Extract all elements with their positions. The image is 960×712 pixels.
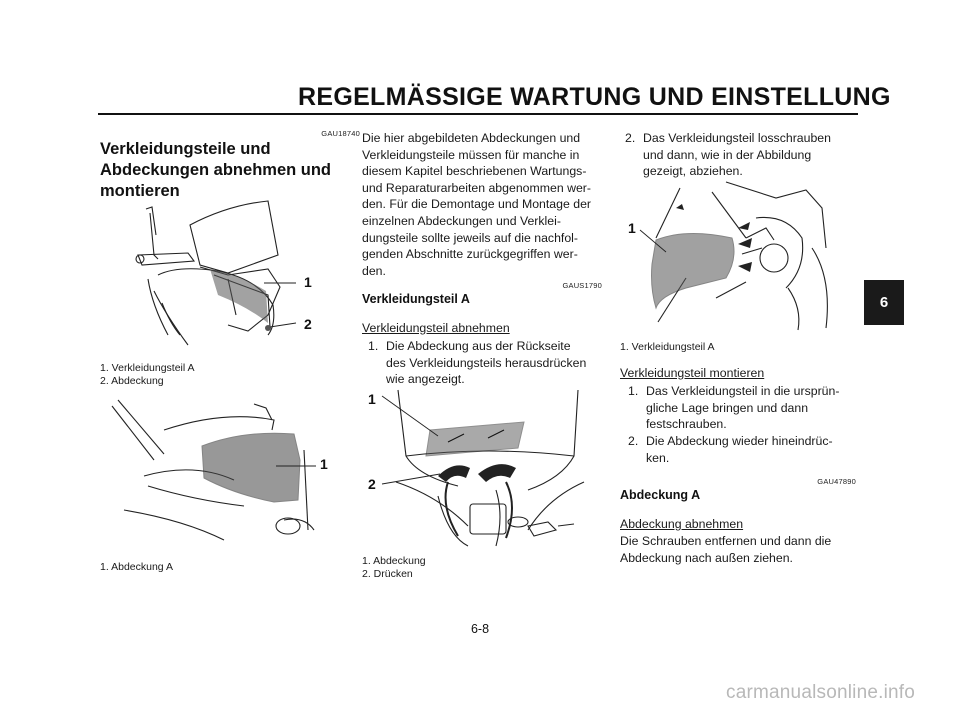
callout-2: 2 (304, 316, 312, 332)
header-rule (98, 113, 858, 115)
step-text (643, 130, 855, 180)
heading-line: montieren (100, 182, 180, 200)
text-line: Die Abdeckung aus der Rückseite (386, 339, 571, 353)
caption-item: 1. Verkleidungsteil A (100, 362, 195, 374)
heading-line: Verkleidungsteile und (100, 140, 271, 158)
text-line: festschrauben. (646, 417, 727, 432)
figure-caption (100, 362, 195, 387)
callout-2: 2 (368, 476, 376, 492)
callout-1: 1 (304, 274, 312, 290)
step-text (386, 338, 602, 388)
text-line: Verkleidungsteile müssen für manche in (362, 147, 580, 162)
page-header-title: REGELMÄSSIGE WARTUNG UND EINSTELLUNG (298, 83, 891, 111)
step-text (646, 383, 855, 433)
text-line: und Reparaturarbeiten abgenommen wer- (362, 180, 591, 195)
section-title: Abdeckung A (620, 488, 701, 502)
page-number: 6-8 (470, 622, 490, 636)
caption-item: 2. Abdeckung (100, 374, 164, 387)
chapter-tab[interactable]: 6 (864, 280, 904, 325)
step-text (646, 433, 855, 466)
text-line: Die Abdeckung wieder hineindrüc- (646, 434, 833, 448)
figure-caption (362, 555, 426, 580)
subheading-remove: Verkleidungsteil abnehmen (362, 321, 510, 335)
caption-item: 1. Abdeckung (362, 555, 426, 567)
body-paragraph (620, 533, 856, 566)
text-line: den. (362, 263, 386, 278)
figure-cover-a (104, 390, 324, 552)
callout-1: 1 (368, 391, 376, 407)
text-line: den. Für die Demontage und Montage der (362, 197, 592, 212)
text-line: dungsteile sollte jeweils auf die nachfol- (362, 230, 579, 245)
text-line: Die Schrauben entfernen und dann die (620, 534, 832, 548)
callout-1: 1 (628, 220, 636, 236)
step-number: 2. (625, 131, 636, 145)
text-line: wie angezeigt. (386, 372, 465, 387)
text-line: Abdeckung nach außen ziehen. (620, 550, 793, 565)
text-line: Das Verkleidungsteil losschrauben (643, 131, 831, 145)
step-1 (368, 338, 602, 390)
text-line: und dann, wie in der Abbildung (643, 147, 812, 162)
text-line: des Verkleidungsteils herausdrücken (386, 355, 587, 370)
reference-code: GAU47890 (817, 477, 856, 486)
section-heading (100, 139, 365, 202)
step-number: 1. (368, 339, 379, 353)
reference-code: GAU18740 (321, 129, 360, 138)
figure-push-cover (378, 386, 604, 550)
figure-caption: 1. Verkleidungsteil A (620, 341, 715, 353)
mount-step-2 (628, 433, 855, 469)
text-line: einzelnen Abdeckungen und Verklei- (362, 213, 561, 228)
subheading-mount: Verkleidungsteil montieren (620, 366, 765, 380)
watermark: carmanualsonline.info (726, 682, 916, 703)
step-2 (625, 130, 855, 182)
step-number: 1. (628, 384, 639, 398)
intro-paragraph (362, 130, 602, 279)
caption-item: 2. Drücken (362, 567, 413, 580)
section-title: Verkleidungsteil A (362, 292, 470, 306)
callout-1: 1 (320, 456, 328, 472)
text-line: genden Abschnitte zurückgegriffen wer- (362, 247, 578, 262)
mount-step-1 (628, 383, 855, 435)
text-line: gezeigt, abziehen. (643, 164, 743, 179)
text-line: gliche Lage bringen und dann (646, 400, 809, 415)
step-number: 2. (628, 434, 639, 448)
text-line: ken. (646, 450, 670, 465)
text-line: Die hier abgebildeten Abdeckungen und (362, 131, 581, 145)
subheading-remove: Abdeckung abnehmen (620, 517, 744, 531)
figure-cowling-front (118, 195, 318, 360)
figure-remove-panel (626, 178, 840, 333)
heading-line: Abdeckungen abnehmen und (100, 161, 332, 179)
text-line: diesem Kapitel beschriebenen Wartungs- (362, 164, 587, 179)
figure-caption: 1. Abdeckung A (100, 561, 173, 573)
text-line: Das Verkleidungsteil in die ursprün- (646, 384, 840, 398)
reference-code: GAUS1790 (562, 281, 602, 290)
